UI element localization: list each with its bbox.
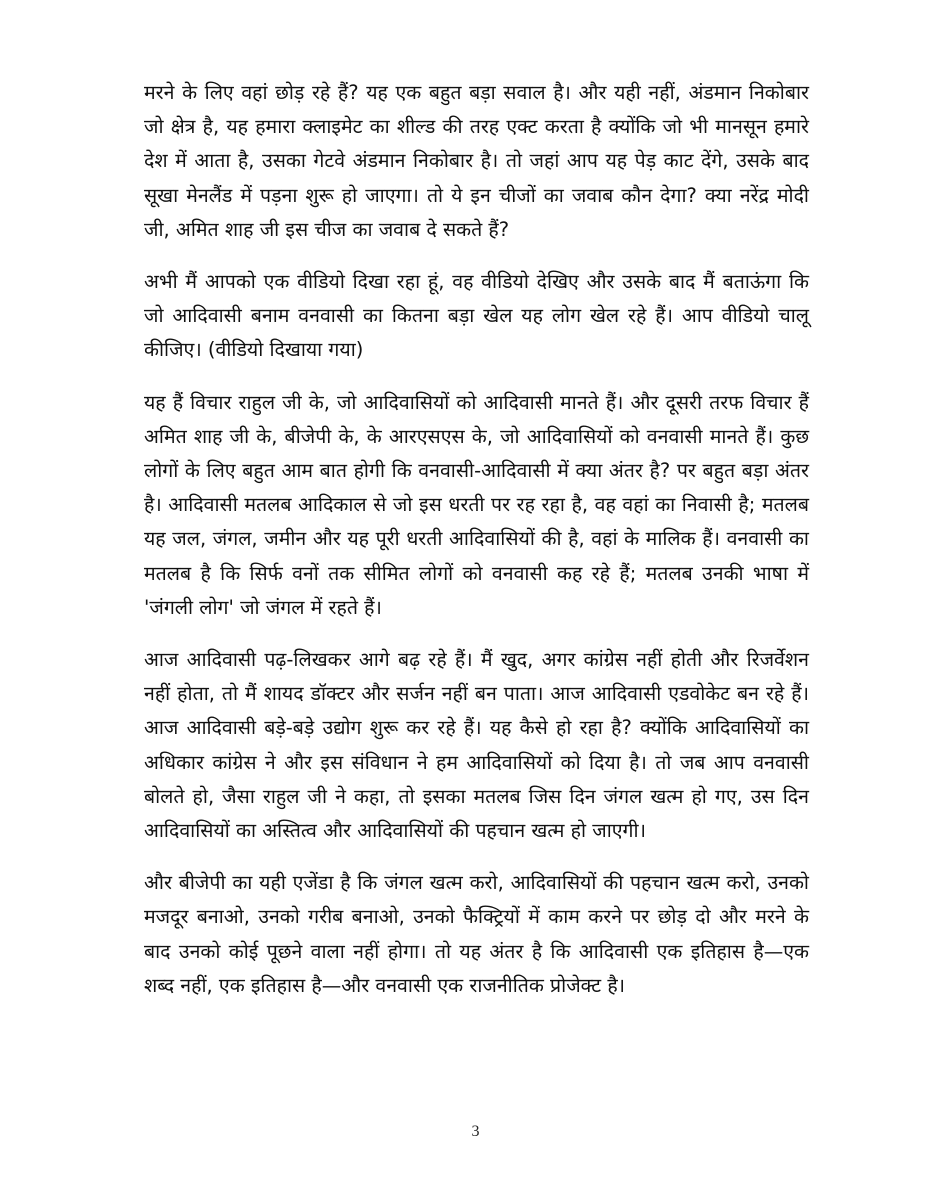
page-number: 3 [471,1123,480,1140]
paragraph-4: आज आदिवासी पढ़-लिखकर आगे बढ़ रहे हैं। मैं खुद, अगर कांग्रेस नहीं होती और रिजर्वेशन नहीं होता, तो मैं शायद डॉक्टर और सर्जन नहीं बन पाता। आज आदिवासी एडवोकेट बन रहे हैं। आज आदिवासी बड़े-बड़े उद्योग शुरू कर रहे हैं। यह कैसे हो रहा है? क्योंकि आदिवासियों का अधिकार कांग्रेस ने और इस संविधान ने हम आदिवासियों को दिया है। तो जब आप वनवासी बोलते हो, जैसा राहुल जी ने कहा, तो इसका मतलब जिस दिन जंगल खत्म हो गए, उस दिन आदिवासियों का अस्तित्व और आदिवासियों की पहचान खत्म हो जाएगी। [144,648,809,843]
paragraph-3: यह हैं विचार राहुल जी के, जो आदिवासियों को आदिवासी मानते हैं। और दूसरी तरफ विचार हैं अमित शाह जी के, बीजेपी के, के आरएसएस के, जो आदिवासियों को वनवासी मानते हैं। कुछ लोगों के लिए बहुत आम बात होगी कि वनवासी-आदिवासी में क्या अंतर है? पर बहुत बड़ा अंतर है। आदिवासी मतलब आदिकाल से जो इस धरती पर रह रहा है, वह वहां का निवासी है; मतलब यह जल, जंगल, जमीन और यह पूरी धरती आदिवासियों की है, वहां के मालिक हैं। वनवासी का मतलब है कि सिर्फ वनों तक सीमित लोगों को वनवासी कह रहे हैं; मतलब उनकी भाषा में 'जंगली लोग' जो जंगल में रहते हैं। [144,390,809,619]
paragraph-1: मरने के लिए वहां छोड़ रहे हैं? यह एक बहुत बड़ा सवाल है। और यही नहीं, अंडमान निकोबार जो क्षेत्र है, यह हमारा क्लाइमेट का शील्ड की तरह एक्ट करता है क्योंकि जो भी मानसून हमारे देश में आता है, उसका गेटवे अंडमान निकोबार है। तो जहां आप यह पेड़ काट देंगे, उसके बाद सूखा मेनलैंड में पड़ना शुरू हो जाएगा। तो ये इन चीजों का जवाब कौन देगा? क्या नरेंद्र मोदी जी, अमित शाह जी इस चीज का जवाब दे सकते हैं? [144,81,809,241]
paragraph-5: और बीजेपी का यही एजेंडा है कि जंगल खत्म करो, आदिवासियों की पहचान खत्म करो, उनको मजदूर बनाओ, उनको गरीब बनाओ, उनको फैक्ट्रियों में काम करने पर छोड़ दो और मरने के बाद उनको कोई पूछने वाला नहीं होगा। तो यह अंतर है कि आदिवासी एक इतिहास है—एक शब्द नहीं, एक इतिहास है—और वनवासी एक राजनीतिक प्रोजेक्ट है। [144,871,809,997]
paragraph-2: अभी मैं आपको एक वीडियो दिखा रहा हूं, वह वीडियो देखिए और उसके बाद मैं बताऊंगा कि जो आदिवासी बनाम वनवासी का कितना बड़ा खेल यह लोग खेल रहे हैं। आप वीडियो चालू कीजिए। (वीडियो दिखाया गया) [144,270,809,362]
